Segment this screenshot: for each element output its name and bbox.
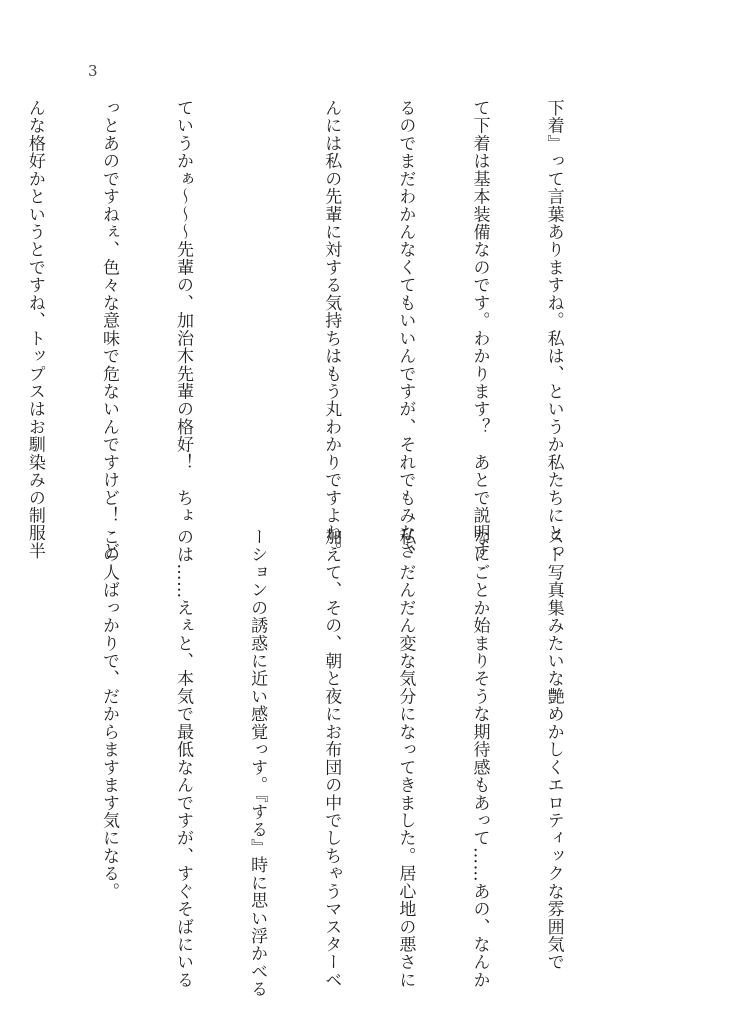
page-number: 3: [88, 62, 98, 80]
blank-line: [22, 528, 47, 960]
text-line: て下着は基本装備なのです。わかります？ あとで説明す: [469, 99, 490, 560]
text-line: なにごとか始まりそうな期待感もあって……あの、なんか: [469, 528, 490, 989]
text-line: 私、だんだん変な気分になってきました。居心地の悪さに: [395, 528, 416, 989]
text-line: 下着』って言葉ありますね。私は、というか私たちにとっ: [543, 99, 564, 560]
text-line: っとあのですねぇ、色々な意味で危ないんですけど！ ど: [98, 99, 119, 560]
text-line: スト写真集みたいな艶めかしくエロティックな雰囲気で: [543, 528, 564, 971]
blank-line: [244, 99, 269, 509]
text-line: ーションの誘惑に近い感覚っす。『する』時に思い浮かべる: [247, 528, 268, 998]
text-line: この人ばっかりで、だからますます気になる。: [98, 528, 119, 901]
text-line: んには私の先輩に対する気持ちはもう丸わかりですよね。: [321, 99, 342, 560]
text-line: ていうかぁ〜〜〜先輩の、加治木先輩の格好！ ちょ: [173, 99, 194, 525]
text-line: んな格好かというとですね、トップスはお馴染みの制服半: [24, 99, 45, 560]
text-line: のは……えぇと、本気で最低なんですが、すぐそばにいる: [173, 528, 194, 989]
upper-text-block: [24, 99, 615, 560]
lower-text-block: [95, 528, 615, 998]
text-line: るのでまだわかんなくてもいいんですが、それでもみなさ: [395, 99, 416, 560]
text-line: 加えて、その、朝と夜にお布団の中でしちゃうマスターベ: [321, 528, 342, 989]
